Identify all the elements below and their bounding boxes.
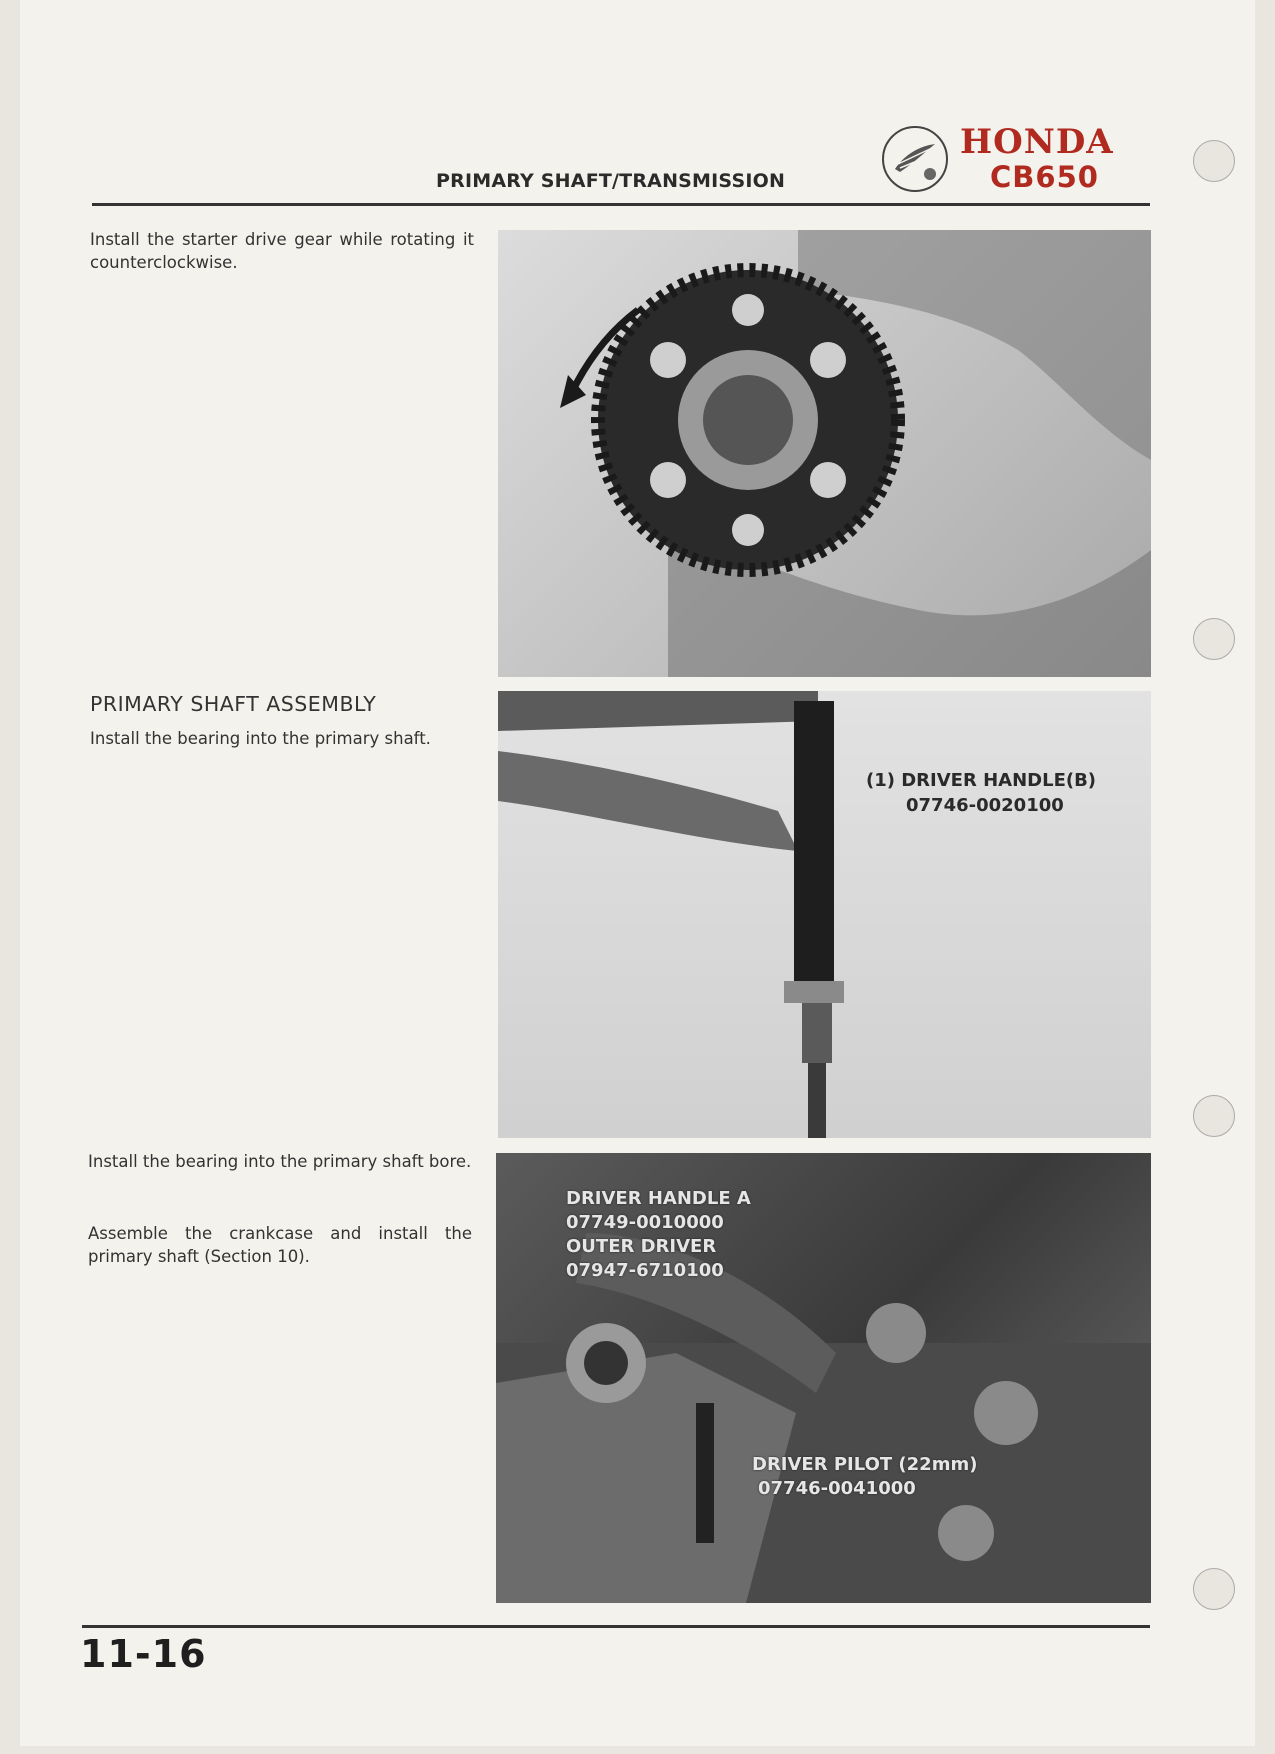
outer-driver-part-number: 07947-6710100 — [566, 1260, 724, 1281]
page-number: 11-16 — [80, 1632, 207, 1676]
driver-pilot-part-number: 07746-0041000 — [758, 1478, 916, 1499]
binder-hole-icon — [1193, 618, 1235, 660]
step-bearing-bore-text: Install the bearing into the primary shaft bore. — [88, 1152, 472, 1171]
starter-gear-illustration — [498, 230, 1151, 677]
driver-handle-b-part-number: 07746-0020100 — [906, 795, 1064, 816]
driver-handle-photo — [498, 691, 1151, 1138]
driver-handle-a-callout: DRIVER HANDLE A — [566, 1188, 751, 1209]
brand-model: CB650 — [990, 160, 1099, 194]
primary-shaft-assembly-heading: PRIMARY SHAFT ASSEMBLY — [90, 692, 377, 716]
header-rule — [92, 203, 1150, 206]
outer-driver-callout: OUTER DRIVER — [566, 1236, 717, 1257]
driver-handle-b-callout: (1) DRIVER HANDLE(B) — [866, 770, 1097, 791]
binder-hole-icon — [1193, 140, 1235, 182]
driver-handle-a-part-number: 07749-0010000 — [566, 1212, 724, 1233]
step-starter-gear-text: Install the starter drive gear while rotating it counterclockwise. — [90, 230, 474, 272]
footer-rule — [82, 1625, 1150, 1628]
brand-name: HONDA — [960, 122, 1114, 162]
step-bearing-shaft-text: Install the bearing into the primary shaft. — [90, 729, 431, 748]
driver-handle-illustration — [498, 691, 1151, 1138]
driver-pilot-callout: DRIVER PILOT (22mm) — [752, 1454, 978, 1475]
step-assemble-crankcase-text: Assemble the crankcase and install the primary shaft (Section 10). — [88, 1224, 472, 1266]
honda-wing-logo-icon — [880, 124, 950, 194]
binder-hole-icon — [1193, 1568, 1235, 1610]
binder-hole-icon — [1193, 1095, 1235, 1137]
starter-gear-photo — [498, 230, 1151, 677]
section-title: PRIMARY SHAFT/TRANSMISSION — [436, 170, 786, 192]
crankcase-bearing-photo — [496, 1153, 1151, 1603]
